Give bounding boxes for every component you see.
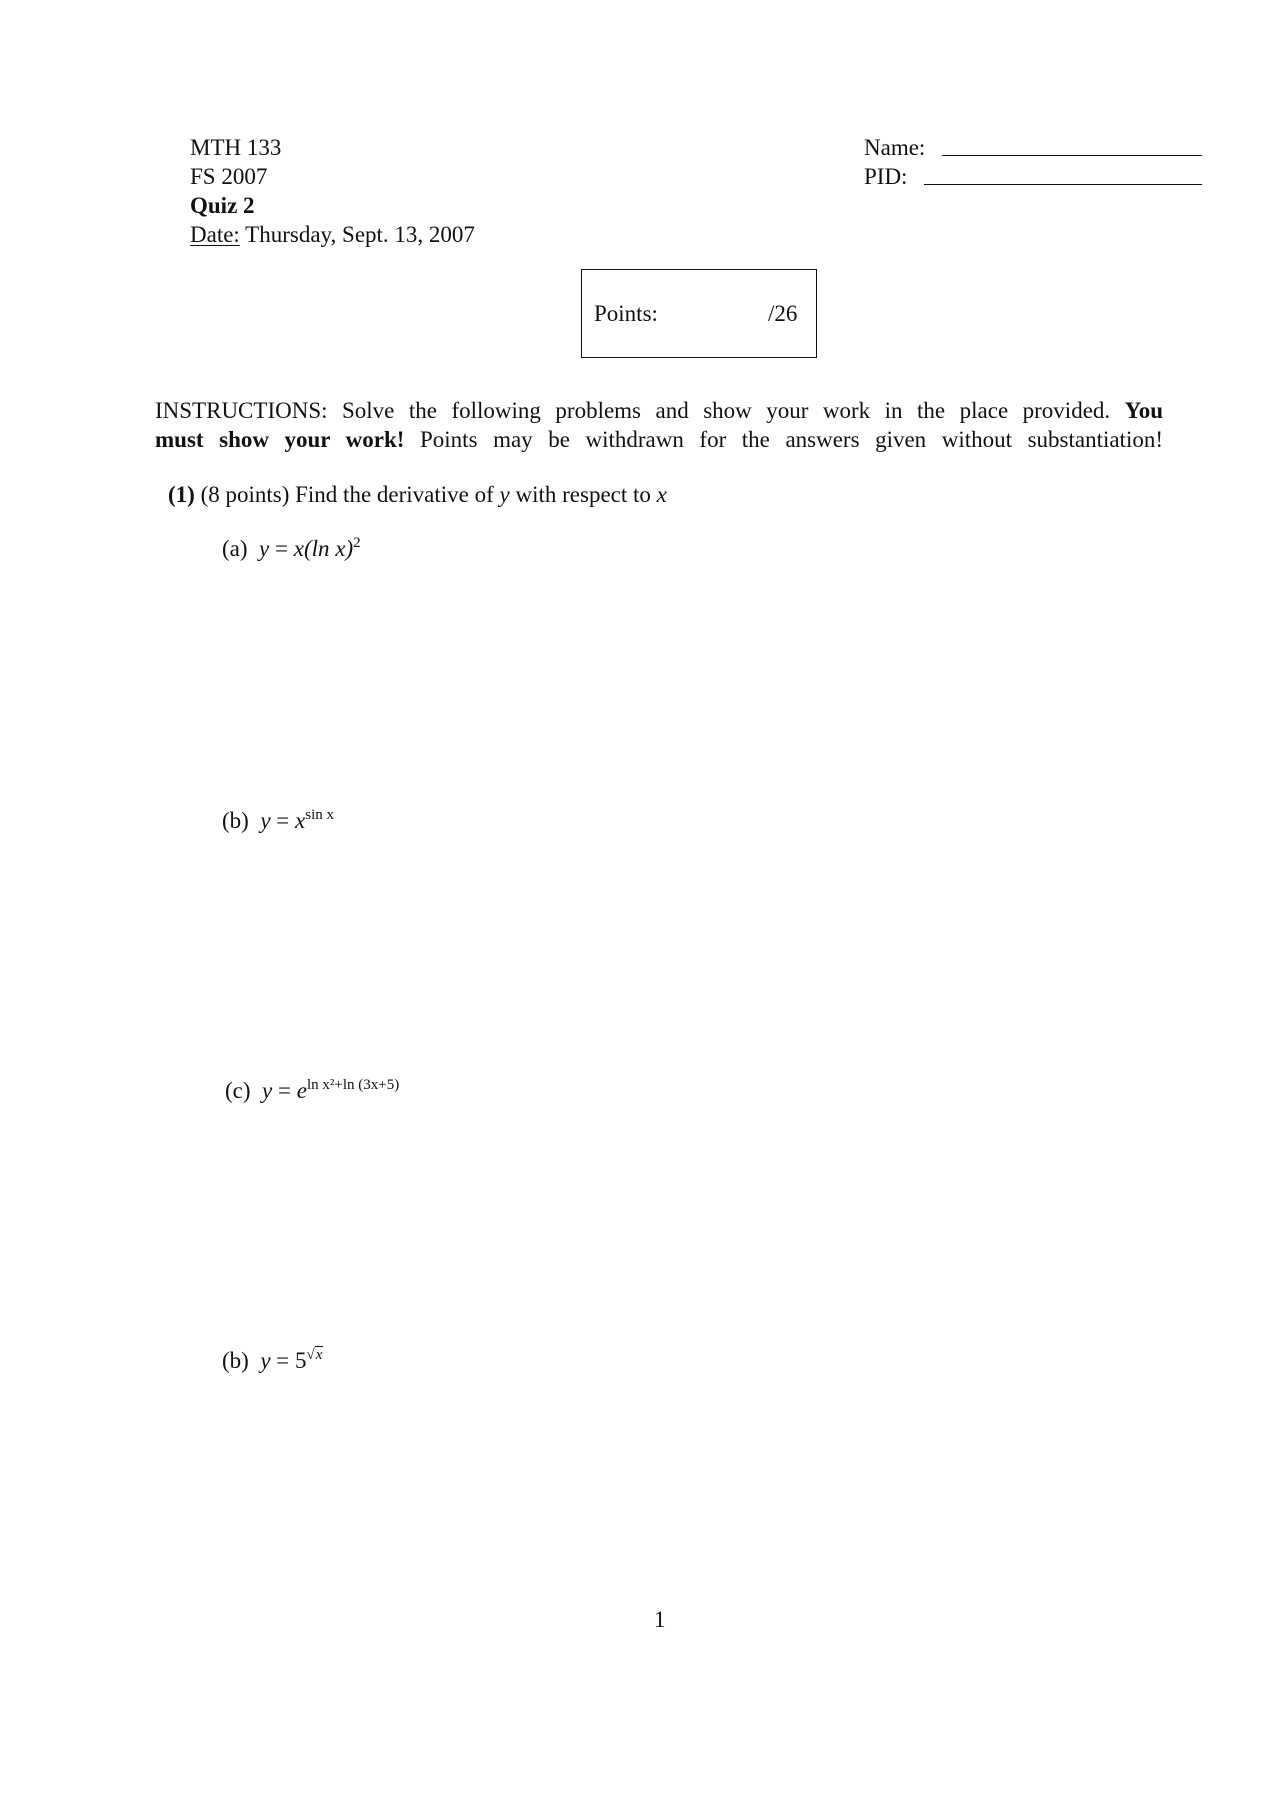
- part-eq: =: [276, 1348, 290, 1373]
- name-field[interactable]: [942, 155, 1202, 156]
- points-total: /26: [768, 301, 798, 326]
- part-exponent: x: [315, 1347, 323, 1363]
- problem-text: (8 points) Find the derivative of: [200, 482, 494, 507]
- part-eq: =: [276, 808, 290, 833]
- instructions-emphasis: You: [1124, 398, 1164, 423]
- problem-number: (1): [168, 482, 195, 507]
- part-label: (c): [225, 1078, 251, 1103]
- part-exponent: ln x²+ln (3x+5): [306, 1077, 400, 1093]
- course-code: MTH 133: [190, 135, 282, 160]
- part-b: [222, 809, 334, 832]
- part-eq: =: [275, 536, 288, 561]
- part-rhs: 5: [295, 1348, 307, 1373]
- part-rhs: e: [296, 1078, 307, 1103]
- part-lhs: y: [259, 536, 270, 561]
- part-eq: =: [278, 1078, 291, 1103]
- radical-sign: √: [306, 1347, 315, 1363]
- problem-text-2: with respect to: [515, 482, 651, 507]
- pid-field[interactable]: [924, 184, 1202, 185]
- part-label: (b): [222, 1348, 249, 1373]
- instructions-text: INSTRUCTIONS: Solve the following problems and show your work in the place provided.: [155, 398, 1111, 423]
- part-label: (a): [222, 536, 248, 561]
- date-line: [190, 223, 475, 246]
- part-exponent: 2: [353, 535, 361, 551]
- part-exponent: sin x: [305, 807, 335, 823]
- date-value: Thursday, Sept. 13, 2007: [245, 222, 475, 247]
- page-number: 1: [654, 1607, 666, 1632]
- part-rhs: x(ln x): [293, 536, 354, 561]
- var-y: y: [499, 482, 510, 507]
- term: FS 2007: [190, 164, 268, 189]
- quiz-title: Quiz 2: [190, 193, 255, 218]
- instructions-line-1: [155, 399, 1163, 422]
- instructions-text-2: Points may be withdrawn for the answers given without substantiation!: [420, 427, 1163, 452]
- part-rhs: x: [295, 808, 306, 833]
- instructions-emphasis-2: must show your work!: [155, 427, 405, 452]
- part-lhs: y: [260, 808, 271, 833]
- points-label: Points:: [594, 301, 658, 326]
- part-lhs: y: [262, 1078, 273, 1103]
- instructions-line-2: [155, 428, 1163, 451]
- date-label: Date:: [190, 222, 240, 247]
- pid-label: PID:: [864, 164, 908, 189]
- name-label: Name:: [864, 135, 926, 160]
- part-c: [225, 1079, 399, 1102]
- part-d: [222, 1349, 323, 1372]
- part-lhs: y: [260, 1348, 271, 1373]
- var-x: x: [656, 482, 667, 507]
- part-a: [222, 537, 361, 560]
- problem-1-prompt: [168, 483, 667, 506]
- part-label: (b): [222, 808, 249, 833]
